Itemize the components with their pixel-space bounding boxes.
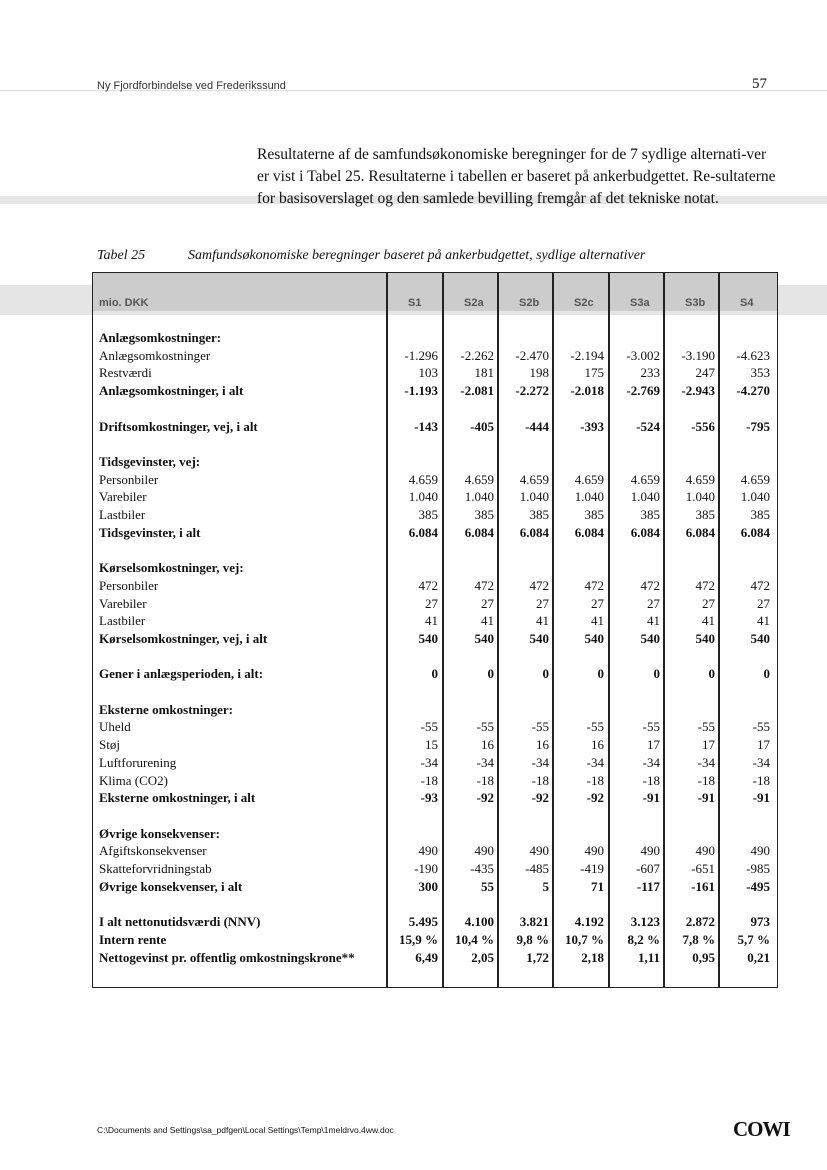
row-label: Øvrige konsekvenser: [99,825,220,841]
row-label: Driftsomkostninger, vej, i alt [99,418,258,434]
cell-value: 472 [640,577,660,593]
row-label: Nettogevinst pr. offentlig omkostningskrone** [99,949,355,965]
row-label: Luftforurening [99,754,177,770]
table-row [93,913,777,931]
spacer-row [93,435,777,453]
table-row [93,559,777,577]
cell-value: 27 [481,595,494,611]
cell-value: 490 [474,843,494,859]
cell-value: -34 [752,754,770,770]
cell-value: 0,95 [692,949,715,965]
cell-value: 4.659 [408,471,438,487]
row-label: Støj [99,737,120,753]
cell-value: -18 [476,772,494,788]
cell-value: 540 [750,630,770,646]
cell-value: -405 [470,418,494,434]
cell-value: 385 [640,507,660,522]
cell-value: 198 [529,365,549,381]
table-row [93,382,777,400]
running-header: Ny Fjordforbindelse ved Frederikssund [97,80,286,92]
cell-value: 490 [750,843,770,859]
cell-value: 175 [584,365,604,381]
cell-value: -1.296 [404,347,438,363]
cell-value: -2.943 [681,383,715,399]
cell-value: -117 [636,878,660,894]
cell-value: 1.040 [519,489,549,505]
cell-value: 5,7 % [737,931,770,947]
cell-value: -3.190 [681,347,715,363]
cell-value: 1.040 [630,489,660,505]
results-table [92,272,778,988]
table-row [93,471,777,489]
cell-value: 8,2 % [627,931,660,947]
cell-value: -419 [580,861,604,876]
cell-value: 5 [542,878,549,894]
table-row [93,701,777,719]
row-label: Skatteforvridningstab [99,861,212,876]
cell-value: -556 [691,418,715,434]
cell-value: 540 [529,630,549,646]
table-row [93,630,777,648]
cell-value: 4.659 [574,471,604,487]
cell-value: 41 [481,613,494,629]
column-header: S1 [408,297,422,309]
cell-value: -2.769 [626,383,660,399]
table-row [93,612,777,630]
cell-value: 6.084 [574,524,604,540]
cell-value: 41 [647,613,660,629]
cell-value: -2.081 [460,383,494,399]
table-row [93,772,777,790]
cell-value: 41 [425,613,438,629]
cell-value: 1.040 [685,489,715,505]
cell-value: 472 [474,577,494,593]
cell-value: 540 [418,630,438,646]
cell-value: 2,18 [581,949,604,965]
cell-value: 1.040 [574,489,604,505]
cell-value: -985 [746,861,770,876]
row-label: Tidsgevinster, vej: [99,453,201,469]
cell-value: 0 [708,666,715,682]
cell-value: -4.623 [736,347,770,363]
cell-value: 9,8 % [516,931,549,947]
table-row [93,949,777,967]
table-row [93,789,777,807]
cell-value: 0 [431,666,438,682]
cell-value: -34 [586,754,604,770]
column-header: S3b [685,297,706,309]
table-row [93,878,777,896]
page-number: 57 [752,76,767,92]
cell-value: 4.100 [464,914,494,930]
row-label: Øvrige konsekvenser, i alt [99,878,243,894]
table-row [93,718,777,736]
cell-value: -34 [476,754,494,770]
cell-value: 300 [418,878,438,894]
cell-value: 1,11 [637,949,660,965]
spacer-row [93,895,777,913]
file-path-footer: C:\Documents and Settings\sa_pdfgen\Local Settings\Temp\1meldrvo.4ww.doc [97,1125,394,1135]
cell-value: -161 [691,878,715,894]
cell-value: 385 [750,507,770,522]
cell-value: 27 [757,595,770,611]
table-caption-text: Samfundsøkonomiske beregninger baseret på ankerbudgettet, sydlige alternativer [188,248,646,263]
row-label: Eksterne omkostninger, i alt [99,790,256,806]
table-row [93,453,777,471]
cell-value: 540 [695,630,715,646]
cell-value: -435 [470,861,494,876]
table-row [93,347,777,365]
row-label: Personbiler [99,471,159,487]
cell-value: 2.872 [685,914,715,930]
cell-value: 6.084 [408,524,438,540]
row-label: Personbiler [99,577,159,593]
cell-value: -2.194 [570,347,604,363]
cell-value: -18 [642,772,660,788]
column-header: S2b [519,297,540,309]
cell-value: 0,21 [747,949,770,965]
cell-value: 181 [474,365,494,381]
spacer-row [93,807,777,825]
cell-value: -92 [531,790,549,806]
cell-value: 1.040 [408,489,438,505]
cell-value: 540 [474,630,494,646]
row-label: Lastbiler [99,507,146,522]
row-label: I alt nettonutidsværdi (NNV) [99,914,261,930]
column-header: S3a [630,297,650,309]
cell-value: 16 [591,737,604,753]
cell-value: -34 [697,754,715,770]
row-label: Intern rente [99,931,167,947]
cell-value: 41 [591,613,604,629]
cell-value: -651 [691,861,715,876]
cell-value: 490 [529,843,549,859]
cell-value: 4.659 [630,471,660,487]
cell-value: 0 [763,666,770,682]
cell-value: 3.821 [519,914,549,930]
cell-value: 247 [695,365,715,381]
cell-value: 1,72 [526,949,549,965]
spacer-row [93,541,777,559]
cell-value: -55 [531,719,549,735]
row-label: Anlægsomkostninger: [99,330,222,345]
cell-value: -92 [476,790,494,806]
table-row [93,506,777,524]
column-header: S2c [574,297,594,309]
cell-value: 103 [418,365,438,381]
cell-value: 385 [584,507,604,522]
table-row [93,329,777,347]
table-row [93,860,777,878]
cell-value: 1.040 [740,489,770,505]
cell-value: 4.659 [740,471,770,487]
cell-value: -92 [586,790,604,806]
cell-value: 0 [597,666,604,682]
cell-value: 0 [542,666,549,682]
cell-value: 6.084 [464,524,494,540]
row-label: Klima (CO2) [99,772,168,788]
cell-value: -2.470 [515,347,549,363]
cell-value: -18 [586,772,604,788]
cell-value: -34 [642,754,660,770]
cell-value: 233 [640,365,660,381]
spacer-row [93,648,777,666]
cell-value: -55 [586,719,604,735]
table-row [93,364,777,382]
cell-value: -795 [746,418,770,434]
row-label: Lastbiler [99,613,146,629]
row-label: Afgiftskonsekvenser [99,843,207,859]
cell-value: -55 [476,719,494,735]
cell-value: -143 [414,418,438,434]
cell-value: 16 [536,737,549,753]
cell-value: 2,05 [471,949,494,965]
unit-header: mio. DKK [99,297,149,309]
table-row [93,842,777,860]
cell-value: -93 [420,790,438,806]
row-label: Gener i anlægsperioden, i alt: [99,666,264,682]
table-header-row [93,273,777,311]
cell-value: 17 [647,737,660,753]
cell-value: 0 [487,666,494,682]
cell-value: 385 [418,507,438,522]
cell-value: -91 [697,790,715,806]
cell-value: 5.495 [408,914,438,930]
column-header: S4 [740,297,754,309]
cell-value: -34 [420,754,438,770]
cell-value: -18 [697,772,715,788]
cell-value: 1.040 [464,489,494,505]
cell-value: -55 [642,719,660,735]
cell-value: 27 [536,595,549,611]
cell-value: 4.659 [519,471,549,487]
cell-value: -55 [420,719,438,735]
spacer-row [93,400,777,418]
cell-value: 15,9 % [399,931,438,947]
cell-value: 41 [702,613,715,629]
cell-value: -55 [752,719,770,735]
table-row [93,825,777,843]
column-header: S2a [464,297,484,309]
cell-value: -91 [642,790,660,806]
cell-value: -18 [531,772,549,788]
table-row [93,488,777,506]
body-paragraph: Resultaterne af de samfundsøkonomiske beregninger for de 7 sydlige alternati-ver er vist i Tabel 25. Resultaterne i tabellen er baseret på ankerbudgettet. Re-sultaterne for basisoverslaget og den samlede bevilling fremgår af det tekniske notat. [257,146,776,207]
table-row [93,595,777,613]
cell-value: -495 [746,878,770,894]
cell-value: -2.262 [460,347,494,363]
cell-value: -4.270 [736,383,770,399]
cell-value: 540 [640,630,660,646]
cell-value: -190 [414,861,438,876]
table-row [93,418,777,436]
cell-value: 472 [529,577,549,593]
cell-value: -2.018 [570,383,604,399]
table-row [93,577,777,595]
spacer-row [93,683,777,701]
row-label: Anlægsomkostninger, i alt [99,383,244,399]
cell-value: -485 [525,861,549,876]
cell-value: 3.123 [630,914,660,930]
cell-value: 7,8 % [682,931,715,947]
row-label: Kørselsomkostninger, vej: [99,560,244,576]
cell-value: -55 [697,719,715,735]
table-caption-number: Tabel 25 [97,248,146,263]
cell-value: 16 [481,737,494,753]
table-row [93,736,777,754]
cell-value: 353 [750,365,770,381]
cell-value: -393 [580,418,604,434]
cell-value: 55 [481,878,494,894]
cell-value: 41 [757,613,770,629]
cell-value: 6.084 [519,524,549,540]
cell-value: 10,7 % [565,931,604,947]
cell-value: 27 [702,595,715,611]
cell-value: 4.192 [574,914,604,930]
cell-value: 41 [536,613,549,629]
cell-value: -524 [636,418,660,434]
cell-value: 472 [584,577,604,593]
cell-value: -34 [531,754,549,770]
cell-value: 6.084 [740,524,770,540]
cell-value: 71 [591,878,604,894]
row-label: Varebiler [99,489,147,505]
cell-value: 385 [529,507,549,522]
cell-value: 27 [591,595,604,611]
table-row [93,665,777,683]
cell-value: -18 [752,772,770,788]
cell-value: 490 [418,843,438,859]
cell-value: -607 [636,861,660,876]
table-row [93,754,777,772]
cell-value: 4.659 [685,471,715,487]
cell-value: -1.193 [404,383,438,399]
cell-value: -18 [420,772,438,788]
cell-value: 472 [695,577,715,593]
cell-value: 490 [695,843,715,859]
row-label: Kørselsomkostninger, vej, i alt [99,630,268,646]
cell-value: 17 [702,737,715,753]
cell-value: 472 [750,577,770,593]
cell-value: 4.659 [464,471,494,487]
cell-value: 27 [647,595,660,611]
cell-value: 490 [584,843,604,859]
cell-value: 27 [425,595,438,611]
row-label: Varebiler [99,595,147,611]
table-row [93,931,777,949]
cell-value: 6,49 [415,949,438,965]
cell-value: 385 [474,507,494,522]
row-label: Tidsgevinster, i alt [99,524,201,540]
cell-value: -3.002 [626,347,660,363]
row-label: Uheld [99,719,131,735]
row-label: Anlægsomkostninger [99,347,211,363]
cell-value: -2.272 [515,383,549,399]
cell-value: 17 [757,737,770,753]
row-label: Eksterne omkostninger: [99,701,233,717]
cell-value: 6.084 [630,524,660,540]
cell-value: 10,4 % [455,931,494,947]
cell-value: 973 [750,914,770,930]
table-row [93,524,777,542]
cell-value: -91 [752,790,770,806]
cell-value: 540 [584,630,604,646]
cowi-logo: COWI [733,1117,790,1141]
cell-value: 6.084 [685,524,715,540]
cell-value: -444 [525,418,549,434]
cell-value: 472 [418,577,438,593]
cell-value: 15 [425,737,438,753]
cell-value: 490 [640,843,660,859]
row-label: Restværdi [99,365,152,381]
cell-value: 385 [695,507,715,522]
cell-value: 0 [653,666,660,682]
